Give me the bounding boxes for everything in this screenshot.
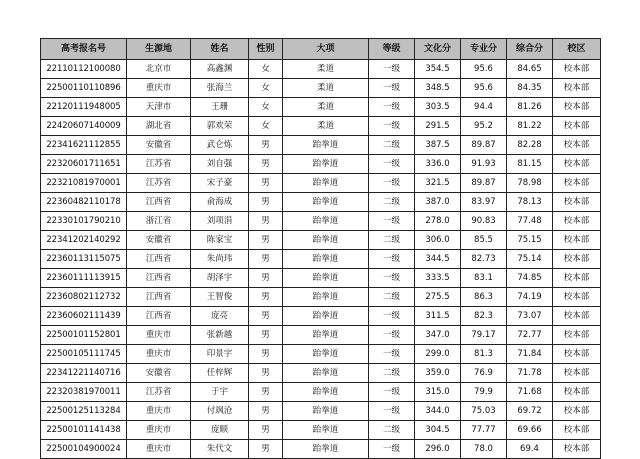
cell-major-score: 89.87 bbox=[461, 136, 507, 155]
cell-name: 庞顺 bbox=[191, 421, 249, 440]
cell-origin: 重庆市 bbox=[127, 326, 191, 345]
cell-name: 于宇 bbox=[191, 383, 249, 402]
cell-culture-score: 321.5 bbox=[415, 174, 461, 193]
cell-campus: 校本部 bbox=[553, 345, 601, 364]
cell-level: 一级 bbox=[369, 307, 415, 326]
cell-origin: 江苏省 bbox=[127, 174, 191, 193]
table-row bbox=[41, 212, 601, 231]
cell-campus: 校本部 bbox=[553, 117, 601, 136]
cell-campus: 校本部 bbox=[553, 231, 601, 250]
col-header-event: 大项 bbox=[283, 39, 369, 60]
cell-total-score: 69.4 bbox=[507, 440, 553, 459]
cell-major-score: 91.93 bbox=[461, 155, 507, 174]
cell-exam-id: 22320601711651 bbox=[41, 155, 127, 174]
cell-culture-score: 303.5 bbox=[415, 98, 461, 117]
cell-total-score: 84.65 bbox=[507, 60, 553, 79]
cell-major-score: 95.2 bbox=[461, 117, 507, 136]
cell-culture-score: 354.5 bbox=[415, 60, 461, 79]
cell-level: 一级 bbox=[369, 98, 415, 117]
cell-level: 一级 bbox=[369, 174, 415, 193]
cell-level: 一级 bbox=[369, 345, 415, 364]
cell-exam-id: 22120111948005 bbox=[41, 98, 127, 117]
cell-name: 俞海成 bbox=[191, 193, 249, 212]
cell-event: 柔道 bbox=[283, 117, 369, 136]
cell-gender: 男 bbox=[249, 402, 283, 421]
cell-major-score: 95.6 bbox=[461, 79, 507, 98]
cell-level: 一级 bbox=[369, 402, 415, 421]
cell-name: 付飒沧 bbox=[191, 402, 249, 421]
cell-event: 跆拳道 bbox=[283, 174, 369, 193]
cell-total-score: 81.26 bbox=[507, 98, 553, 117]
cell-culture-score: 296.0 bbox=[415, 440, 461, 459]
cell-origin: 天津市 bbox=[127, 98, 191, 117]
cell-origin: 江西省 bbox=[127, 193, 191, 212]
cell-culture-score: 359.0 bbox=[415, 364, 461, 383]
cell-campus: 校本部 bbox=[553, 421, 601, 440]
col-header-major-score: 专业分 bbox=[461, 39, 507, 60]
table-row bbox=[41, 288, 601, 307]
cell-total-score: 73.07 bbox=[507, 307, 553, 326]
cell-origin: 江西省 bbox=[127, 250, 191, 269]
cell-major-score: 79.9 bbox=[461, 383, 507, 402]
cell-campus: 校本部 bbox=[553, 326, 601, 345]
cell-major-score: 85.5 bbox=[461, 231, 507, 250]
cell-total-score: 74.19 bbox=[507, 288, 553, 307]
cell-name: 任梓辉 bbox=[191, 364, 249, 383]
cell-gender: 男 bbox=[249, 345, 283, 364]
cell-total-score: 71.84 bbox=[507, 345, 553, 364]
cell-level: 一级 bbox=[369, 440, 415, 459]
cell-campus: 校本部 bbox=[553, 250, 601, 269]
cell-event: 跆拳道 bbox=[283, 421, 369, 440]
cell-name: 王智俊 bbox=[191, 288, 249, 307]
cell-origin: 浙江省 bbox=[127, 212, 191, 231]
cell-level: 二级 bbox=[369, 288, 415, 307]
cell-culture-score: 304.5 bbox=[415, 421, 461, 440]
cell-level: 一级 bbox=[369, 155, 415, 174]
cell-gender: 男 bbox=[249, 326, 283, 345]
cell-origin: 江苏省 bbox=[127, 383, 191, 402]
table-row bbox=[41, 307, 601, 326]
cell-event: 跆拳道 bbox=[283, 212, 369, 231]
cell-event: 跆拳道 bbox=[283, 231, 369, 250]
cell-name: 张海兰 bbox=[191, 79, 249, 98]
cell-gender: 女 bbox=[249, 60, 283, 79]
cell-level: 二级 bbox=[369, 193, 415, 212]
cell-origin: 重庆市 bbox=[127, 402, 191, 421]
table-body bbox=[41, 60, 601, 459]
cell-culture-score: 336.0 bbox=[415, 155, 461, 174]
cell-exam-id: 22360113115075 bbox=[41, 250, 127, 269]
table-row bbox=[41, 250, 601, 269]
cell-campus: 校本部 bbox=[553, 288, 601, 307]
cell-total-score: 71.78 bbox=[507, 364, 553, 383]
cell-gender: 女 bbox=[249, 98, 283, 117]
cell-exam-id: 22341621112855 bbox=[41, 136, 127, 155]
cell-exam-id: 22500104900024 bbox=[41, 440, 127, 459]
cell-event: 跆拳道 bbox=[283, 269, 369, 288]
cell-event: 跆拳道 bbox=[283, 345, 369, 364]
cell-culture-score: 275.5 bbox=[415, 288, 461, 307]
cell-origin: 重庆市 bbox=[127, 421, 191, 440]
cell-exam-id: 22341221140716 bbox=[41, 364, 127, 383]
cell-campus: 校本部 bbox=[553, 269, 601, 288]
table-row bbox=[41, 136, 601, 155]
cell-exam-id: 22320381970011 bbox=[41, 383, 127, 402]
cell-culture-score: 347.0 bbox=[415, 326, 461, 345]
cell-gender: 女 bbox=[249, 79, 283, 98]
cell-gender: 男 bbox=[249, 231, 283, 250]
table-row bbox=[41, 440, 601, 459]
cell-total-score: 77.48 bbox=[507, 212, 553, 231]
cell-campus: 校本部 bbox=[553, 98, 601, 117]
table-row bbox=[41, 231, 601, 250]
cell-exam-id: 22360482110178 bbox=[41, 193, 127, 212]
cell-origin: 江西省 bbox=[127, 269, 191, 288]
cell-level: 一级 bbox=[369, 383, 415, 402]
cell-campus: 校本部 bbox=[553, 79, 601, 98]
cell-gender: 男 bbox=[249, 212, 283, 231]
cell-exam-id: 22360602111439 bbox=[41, 307, 127, 326]
cell-major-score: 82.73 bbox=[461, 250, 507, 269]
header-row bbox=[41, 39, 601, 60]
cell-total-score: 74.85 bbox=[507, 269, 553, 288]
col-header-culture-score: 文化分 bbox=[415, 39, 461, 60]
cell-major-score: 78.0 bbox=[461, 440, 507, 459]
cell-level: 一级 bbox=[369, 117, 415, 136]
cell-campus: 校本部 bbox=[553, 402, 601, 421]
cell-origin: 北京市 bbox=[127, 60, 191, 79]
cell-culture-score: 311.5 bbox=[415, 307, 461, 326]
cell-gender: 女 bbox=[249, 117, 283, 136]
cell-origin: 江西省 bbox=[127, 307, 191, 326]
table-row bbox=[41, 402, 601, 421]
cell-gender: 男 bbox=[249, 155, 283, 174]
admission-sheet bbox=[40, 38, 601, 459]
cell-culture-score: 333.5 bbox=[415, 269, 461, 288]
cell-event: 跆拳道 bbox=[283, 136, 369, 155]
cell-event: 柔道 bbox=[283, 60, 369, 79]
cell-total-score: 78.13 bbox=[507, 193, 553, 212]
cell-origin: 安徽省 bbox=[127, 136, 191, 155]
cell-campus: 校本部 bbox=[553, 60, 601, 79]
cell-culture-score: 387.5 bbox=[415, 136, 461, 155]
cell-campus: 校本部 bbox=[553, 155, 601, 174]
cell-gender: 男 bbox=[249, 288, 283, 307]
cell-exam-id: 22321081970001 bbox=[41, 174, 127, 193]
cell-level: 二级 bbox=[369, 364, 415, 383]
cell-origin: 安徽省 bbox=[127, 231, 191, 250]
cell-exam-id: 22500101152801 bbox=[41, 326, 127, 345]
col-header-origin: 生源地 bbox=[127, 39, 191, 60]
col-header-level: 等级 bbox=[369, 39, 415, 60]
cell-level: 一级 bbox=[369, 212, 415, 231]
col-header-total-score: 综合分 bbox=[507, 39, 553, 60]
cell-culture-score: 344.5 bbox=[415, 250, 461, 269]
cell-origin: 安徽省 bbox=[127, 364, 191, 383]
cell-gender: 男 bbox=[249, 193, 283, 212]
cell-name: 陈家宝 bbox=[191, 231, 249, 250]
cell-culture-score: 278.0 bbox=[415, 212, 461, 231]
cell-major-score: 95.6 bbox=[461, 60, 507, 79]
cell-campus: 校本部 bbox=[553, 174, 601, 193]
cell-exam-id: 22500125113284 bbox=[41, 402, 127, 421]
table-row bbox=[41, 60, 601, 79]
cell-event: 跆拳道 bbox=[283, 250, 369, 269]
cell-exam-id: 22360111113915 bbox=[41, 269, 127, 288]
table-row bbox=[41, 421, 601, 440]
cell-major-score: 77.77 bbox=[461, 421, 507, 440]
cell-total-score: 69.72 bbox=[507, 402, 553, 421]
cell-total-score: 81.15 bbox=[507, 155, 553, 174]
cell-major-score: 75.03 bbox=[461, 402, 507, 421]
cell-total-score: 69.66 bbox=[507, 421, 553, 440]
cell-major-score: 76.9 bbox=[461, 364, 507, 383]
cell-level: 一级 bbox=[369, 60, 415, 79]
col-header-exam-id: 高考报名号 bbox=[41, 39, 127, 60]
cell-name: 王珊 bbox=[191, 98, 249, 117]
table-row bbox=[41, 155, 601, 174]
cell-gender: 男 bbox=[249, 174, 283, 193]
cell-level: 一级 bbox=[369, 326, 415, 345]
cell-name: 郭欢荣 bbox=[191, 117, 249, 136]
cell-name: 高鑫渊 bbox=[191, 60, 249, 79]
cell-level: 二级 bbox=[369, 136, 415, 155]
cell-campus: 校本部 bbox=[553, 193, 601, 212]
cell-gender: 男 bbox=[249, 269, 283, 288]
cell-exam-id: 22500101141438 bbox=[41, 421, 127, 440]
cell-level: 一级 bbox=[369, 269, 415, 288]
cell-major-score: 94.4 bbox=[461, 98, 507, 117]
cell-culture-score: 306.0 bbox=[415, 231, 461, 250]
table-row bbox=[41, 269, 601, 288]
cell-campus: 校本部 bbox=[553, 307, 601, 326]
cell-name: 朱尚玮 bbox=[191, 250, 249, 269]
cell-origin: 江苏省 bbox=[127, 155, 191, 174]
cell-name: 庞亮 bbox=[191, 307, 249, 326]
cell-culture-score: 387.0 bbox=[415, 193, 461, 212]
table-row bbox=[41, 174, 601, 193]
cell-culture-score: 348.5 bbox=[415, 79, 461, 98]
cell-culture-score: 291.5 bbox=[415, 117, 461, 136]
cell-campus: 校本部 bbox=[553, 383, 601, 402]
cell-origin: 湖北省 bbox=[127, 117, 191, 136]
cell-name: 刘自强 bbox=[191, 155, 249, 174]
cell-event: 跆拳道 bbox=[283, 402, 369, 421]
cell-name: 刘项涓 bbox=[191, 212, 249, 231]
cell-total-score: 81.22 bbox=[507, 117, 553, 136]
cell-event: 跆拳道 bbox=[283, 288, 369, 307]
cell-exam-id: 22500105111745 bbox=[41, 345, 127, 364]
col-header-campus: 校区 bbox=[553, 39, 601, 60]
cell-culture-score: 344.0 bbox=[415, 402, 461, 421]
cell-event: 跆拳道 bbox=[283, 383, 369, 402]
cell-major-score: 82.3 bbox=[461, 307, 507, 326]
table-row bbox=[41, 117, 601, 136]
cell-event: 跆拳道 bbox=[283, 440, 369, 459]
cell-major-score: 83.1 bbox=[461, 269, 507, 288]
cell-total-score: 84.35 bbox=[507, 79, 553, 98]
cell-level: 一级 bbox=[369, 250, 415, 269]
cell-campus: 校本部 bbox=[553, 136, 601, 155]
cell-gender: 男 bbox=[249, 364, 283, 383]
cell-exam-id: 22500110110896 bbox=[41, 79, 127, 98]
table-row bbox=[41, 98, 601, 117]
cell-exam-id: 22360802112732 bbox=[41, 288, 127, 307]
cell-event: 跆拳道 bbox=[283, 326, 369, 345]
cell-level: 一级 bbox=[369, 79, 415, 98]
cell-event: 跆拳道 bbox=[283, 364, 369, 383]
cell-name: 胡泽宇 bbox=[191, 269, 249, 288]
cell-exam-id: 22330101790210 bbox=[41, 212, 127, 231]
cell-gender: 男 bbox=[249, 136, 283, 155]
cell-origin: 重庆市 bbox=[127, 440, 191, 459]
table-row bbox=[41, 364, 601, 383]
cell-event: 跆拳道 bbox=[283, 155, 369, 174]
cell-total-score: 72.77 bbox=[507, 326, 553, 345]
cell-origin: 江西省 bbox=[127, 288, 191, 307]
cell-gender: 男 bbox=[249, 250, 283, 269]
cell-major-score: 90.83 bbox=[461, 212, 507, 231]
col-header-gender: 性别 bbox=[249, 39, 283, 60]
cell-culture-score: 299.0 bbox=[415, 345, 461, 364]
cell-origin: 重庆市 bbox=[127, 79, 191, 98]
cell-event: 跆拳道 bbox=[283, 193, 369, 212]
table-row bbox=[41, 345, 601, 364]
cell-campus: 校本部 bbox=[553, 440, 601, 459]
cell-culture-score: 315.0 bbox=[415, 383, 461, 402]
cell-major-score: 86.3 bbox=[461, 288, 507, 307]
cell-gender: 男 bbox=[249, 421, 283, 440]
cell-event: 柔道 bbox=[283, 79, 369, 98]
col-header-name: 姓名 bbox=[191, 39, 249, 60]
cell-exam-id: 22420607140009 bbox=[41, 117, 127, 136]
table-row bbox=[41, 193, 601, 212]
cell-total-score: 78.98 bbox=[507, 174, 553, 193]
cell-major-score: 79.17 bbox=[461, 326, 507, 345]
cell-name: 武仑炼 bbox=[191, 136, 249, 155]
cell-origin: 重庆市 bbox=[127, 345, 191, 364]
cell-total-score: 82.28 bbox=[507, 136, 553, 155]
cell-level: 二级 bbox=[369, 231, 415, 250]
cell-gender: 男 bbox=[249, 307, 283, 326]
cell-name: 张新越 bbox=[191, 326, 249, 345]
cell-total-score: 75.14 bbox=[507, 250, 553, 269]
cell-gender: 男 bbox=[249, 440, 283, 459]
cell-exam-id: 22341202140292 bbox=[41, 231, 127, 250]
cell-major-score: 81.3 bbox=[461, 345, 507, 364]
cell-level: 二级 bbox=[369, 421, 415, 440]
cell-event: 柔道 bbox=[283, 98, 369, 117]
cell-campus: 校本部 bbox=[553, 364, 601, 383]
cell-name: 宋子豪 bbox=[191, 174, 249, 193]
cell-gender: 男 bbox=[249, 383, 283, 402]
cell-campus: 校本部 bbox=[553, 212, 601, 231]
cell-name: 朱代文 bbox=[191, 440, 249, 459]
cell-major-score: 89.87 bbox=[461, 174, 507, 193]
cell-event: 跆拳道 bbox=[283, 307, 369, 326]
cell-total-score: 71.68 bbox=[507, 383, 553, 402]
cell-major-score: 83.97 bbox=[461, 193, 507, 212]
cell-total-score: 75.15 bbox=[507, 231, 553, 250]
cell-exam-id: 22110112100080 bbox=[41, 60, 127, 79]
table-row bbox=[41, 79, 601, 98]
table-row bbox=[41, 326, 601, 345]
admission-table bbox=[40, 38, 601, 459]
table-row bbox=[41, 383, 601, 402]
cell-name: 印景宇 bbox=[191, 345, 249, 364]
